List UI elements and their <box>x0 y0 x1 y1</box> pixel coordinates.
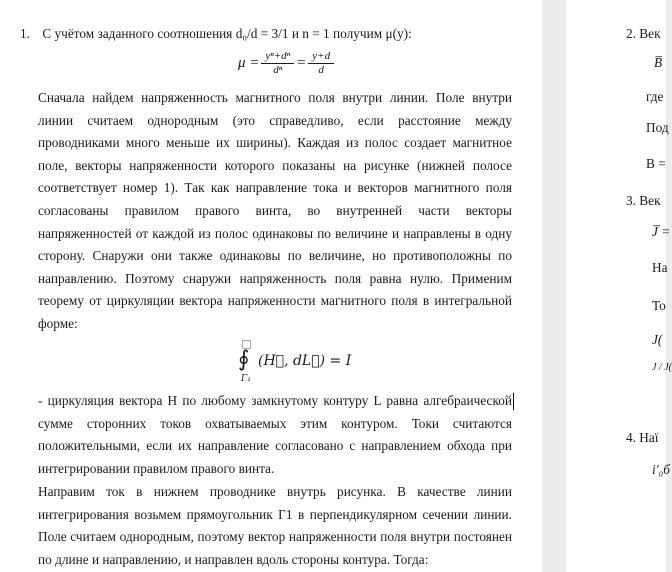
right-page-line: где <box>646 89 664 104</box>
list-item-1 <box>20 26 412 42</box>
fraction-2-numerator: y+d <box>312 50 331 62</box>
paragraph-circulation-meaning: - циркуляция вектора H по любому замкнутому контуру L равна алгебраической сумме сторонних токов охватываемых этим контуром. Токи считаются положительными, если их направление согласовано с направлением обхода при интегрировании правилом правого винта. <box>38 393 512 476</box>
document-page-right <box>566 0 672 572</box>
fraction-2 <box>310 50 332 77</box>
text-cursor <box>513 393 514 410</box>
list-item-number: 1. <box>20 26 30 41</box>
fraction-2-denominator: d <box>318 64 324 76</box>
paragraph-current-direction: Направим ток в нижнем проводнике внутрь рисунка. В качестве линии интегрирования возьмем прямоугольник Г1 в перпендикулярном сечении линии. Поле считаем однородным, поэтому вектор напряженности поля внутри постоянен по длине и направлению, и направлен вдоль стороны контура. Тогда: <box>38 484 512 567</box>
right-page-line: J( <box>652 332 663 347</box>
right-page-line: 3. Век <box>626 193 661 208</box>
right-page-line: B = <box>646 156 666 171</box>
fraction-1 <box>263 50 292 77</box>
fraction-1-denominator: dⁿ <box>273 64 283 76</box>
paragraph-field-derivation: Сначала найдем напряженность магнитного поля внутри линии. Поле внутри линии считаем однородным (это справедливо, если расстояние между проводниками много меньше их ширины). Каждая из полос создает магнитное поле, векторы напряженности которого показаны на рисунке (нижней полосе соответствует номер 1). Так как направление тока и векторов магнитного поля согласованы правилом правого винта, во внутренней части векторы напряженностей от каждой из полос одинаковы по величине и направлены в одну сторону. Снаружи они также одинаковы по величине, но противоположны по направлению. Поэтому снаружи напряженность поля равна нулю. Применим теорему от циркуляции вектора напряженности магнитного поля в интегральной форме: <box>38 90 512 331</box>
right-page-line: То <box>652 298 666 313</box>
contour-integral-sign: ∮ <box>238 347 250 372</box>
right-page-line: 4. Наї <box>626 430 659 445</box>
mu-formula <box>238 50 332 77</box>
equals-sign: = <box>296 55 307 71</box>
right-page-line: i′₀б <box>652 462 670 477</box>
list-item-text: С учётом заданного соотношения d₀/d = 3/1 и n = 1 получим μ(y): <box>42 26 412 41</box>
right-page-line: B̅ <box>654 55 663 70</box>
fraction-1-numerator: yⁿ+dⁿ <box>265 50 291 62</box>
circulation-expression: (H⃗, dL⃗) = I <box>258 353 352 369</box>
right-page-line: J̅ = <box>652 224 671 239</box>
mu-formula-lhs: μ = <box>238 55 260 71</box>
right-page-line: J / J( <box>652 362 672 373</box>
right-page-line: На <box>652 260 668 275</box>
contour-subscript: Γ₁ <box>241 374 251 384</box>
right-page-line: Под <box>646 120 669 135</box>
right-page-line: 2. Век <box>626 26 661 41</box>
